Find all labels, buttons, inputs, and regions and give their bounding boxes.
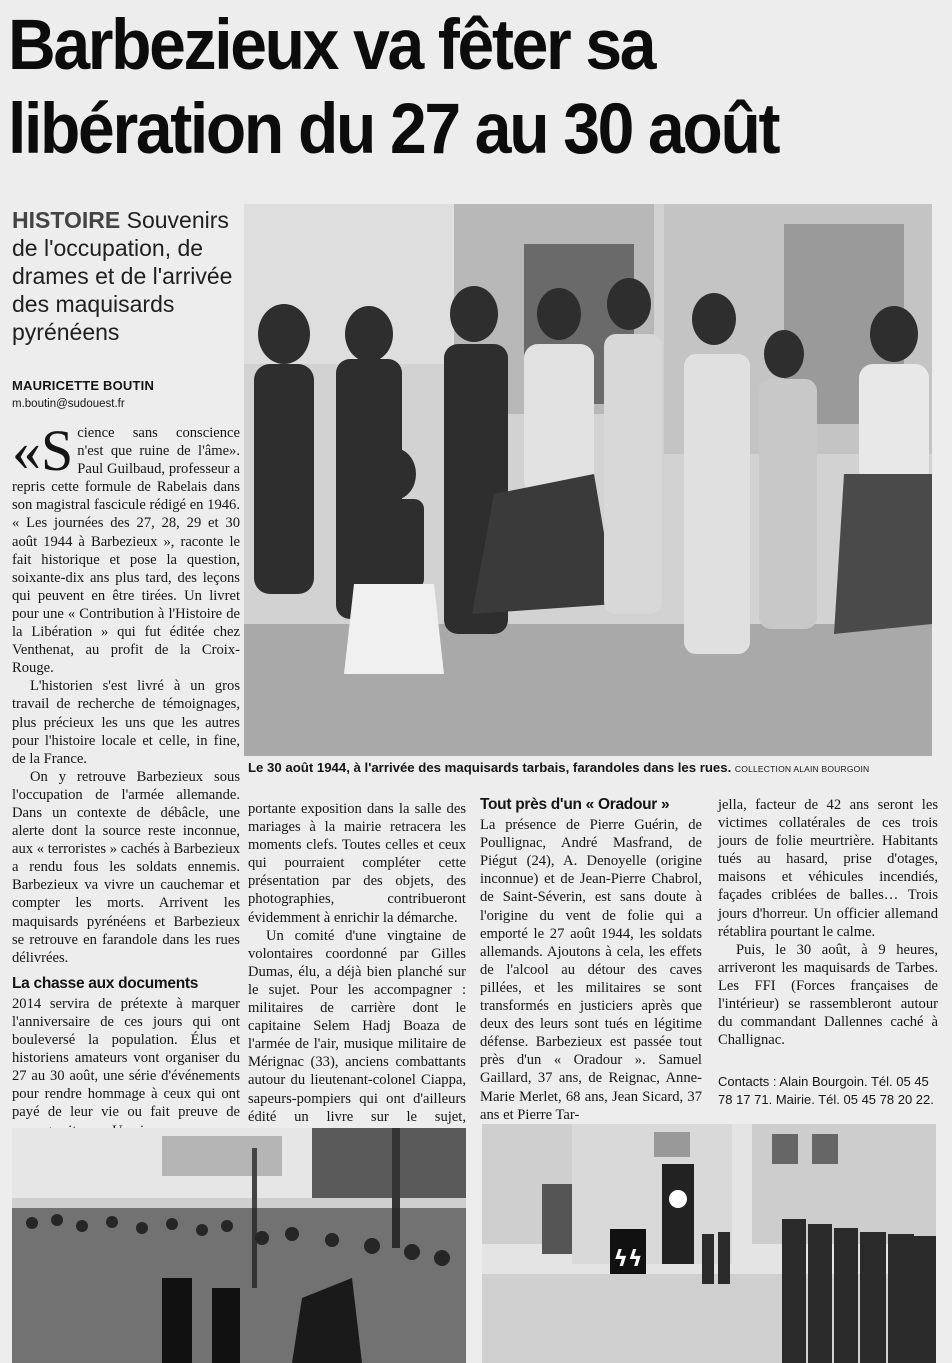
headline xyxy=(8,4,882,172)
bottom-photo-soldiers xyxy=(482,1124,936,1363)
soldiers-photo-image xyxy=(482,1124,936,1363)
main-photo-image xyxy=(244,204,932,756)
bottom-photo-crowd xyxy=(12,1128,466,1363)
column-1-paragraph-2: L'historien s'est livré à un gros travail de recherche de témoignages, plus précieux les uns que les autres pour l'histoire locale et celle, in fine, de la France. xyxy=(12,678,240,767)
byline-author: MAURICETTE BOUTIN xyxy=(12,378,155,393)
dropcap: «S xyxy=(12,418,74,483)
svg-text:ϟϟ: ϟϟ xyxy=(613,1247,643,1272)
subhead-oradour: Tout près d'un « Oradour » xyxy=(480,796,670,813)
byline-email[interactable]: m.boutin@sudouest.fr xyxy=(12,398,125,410)
main-photo xyxy=(244,204,932,756)
headline-line-1: Barbezieux va fêter sa xyxy=(8,6,655,85)
contacts-info: Contacts : Alain Bourgoin. Tél. 05 45 78 17 71. Mairie. Tél. 05 45 78 20 22. xyxy=(718,1074,934,1107)
photo-credit: COLLECTION ALAIN BOURGOIN xyxy=(734,764,870,774)
column-3-paragraph-1: La présence de Pierre Guérin, de Poullignac, André Masfrand, de Piégut (24), A. Denoyelle (origine inconnue) et de Jean-Pierre Chabrol, de Saint-Séverin, est sans doute à l'origine du vent de folie qui a emporté le 27 août 1944, les soldats allemands. Ajoutons à cela, les effets de l'alcool au détour des caves pillées, et les militaires se sont transformés en justiciers après que deux des leurs sont tués en légitime défense. Barbezieux est passée tout près d'un « Oradour ». Samuel Gaillard, 37 ans, de Reignac, Anne-Marie Merlet, 68 ans, Jean Sicard, 37 ans et Pierre Tar- xyxy=(480,817,702,1123)
article-column-1 xyxy=(12,418,240,1140)
main-photo-caption xyxy=(248,760,940,775)
column-2-paragraph-2: Un comité d'une vingtaine de volontaires coordonné par Gilles Dumas, élu, a déjà bien planché sur le sujet. Pour les accompagner : militaires de carrière dont le capitaine Selem Hadj Boaza de l'armée de l'air, musique militaire de Mérignac (33), anciens combattants autour du lieutenant-colonel Ciappa, sapeurs-pompiers qui ont d'ailleurs édité un livre sur le sujet, xyxy=(248,927,466,1125)
article-column-2 xyxy=(248,800,466,1144)
column-4-paragraph-1: jella, facteur de 42 ans seront les victimes collatérales de ces trois jours de folie meurtrière. Habitants tués au hasard, prise d'otages, maisons et véhicules incendiés, façades criblées de balles… Trois jours d'horreur. Un officier allemand rétablira pourtant le calme. xyxy=(718,797,938,940)
column-1-lead-paragraph: «Science sans conscience n'est que ruine de l'âme». Paul Guilbaud, professeur a repris cette formule de Rabelais dans son magistral fascicule rédigé en 1946. « Les journées des 27, 28, 29 et 30 août 1944 à Barbezieux », raconte le fait historique et pose la question, soixante-dix ans plus tard, des leçons qui peuvent en être tirées. Un livret pour une « Contribution à l'Histoire de la Libération » qui fut éditée chez Venthenat, au profit de la Croix-Rouge. xyxy=(12,418,240,677)
deck xyxy=(12,206,238,346)
deck-kicker: HISTOIRE xyxy=(12,207,121,233)
column-1-paragraph-4: 2014 servira de prétexte à marquer l'anniversaire de ces jours qui ont bouleversé la population. Élus et historiens amateurs vont organiser du 27 au 30 août, une série d'événements pour rendre hommage à ceux qui ont payé de leur vie ou fait preuve de xyxy=(12,995,240,1121)
headline-line-2: libération du 27 au 30 août xyxy=(8,90,779,169)
deck-text: Souvenirs de l'occupation, de drames et de l'arrivée des maquisards pyrénéens xyxy=(12,207,233,345)
crowd-photo-image xyxy=(12,1128,466,1363)
column-1-paragraph-3: On y retrouve Barbezieux sous l'occupation de l'armée allemande. Dans un contexte de débâcle, une alerte dont la source reste inconnue, aux « terroristes » cachés à Barbezieux a rendu fous les soldats ennemis. Barbezieux va vivre un cauchemar et compter les morts. Arrivent les maquisards pyrénéens et Barbezieux se retrouve en farandole dans les rues délivrées. xyxy=(12,768,240,966)
article-column-3 xyxy=(480,796,702,1124)
article-column-4 xyxy=(718,796,938,1049)
column-2-paragraph-1: portante exposition dans la salle des mariages à la mairie retracera les moments clefs. Toutes celles et ceux qui pourraient compléter cette présentation par des objets, des photographies, contribueront évidemment à enrichir la démarche. xyxy=(248,801,466,926)
column-4-paragraph-2: Puis, le 30 août, à 9 heures, arriveront les maquisards de Tarbes. Les FFI (Forces françaises de l'intérieur) se rassembleront autour du commandant Dallennes caché à Challignac. xyxy=(718,941,938,1049)
caption-text: Le 30 août 1944, à l'arrivée des maquisards tarbais, farandoles dans les rues. xyxy=(248,760,732,775)
subhead-chasse-documents: La chasse aux documents xyxy=(12,974,199,992)
